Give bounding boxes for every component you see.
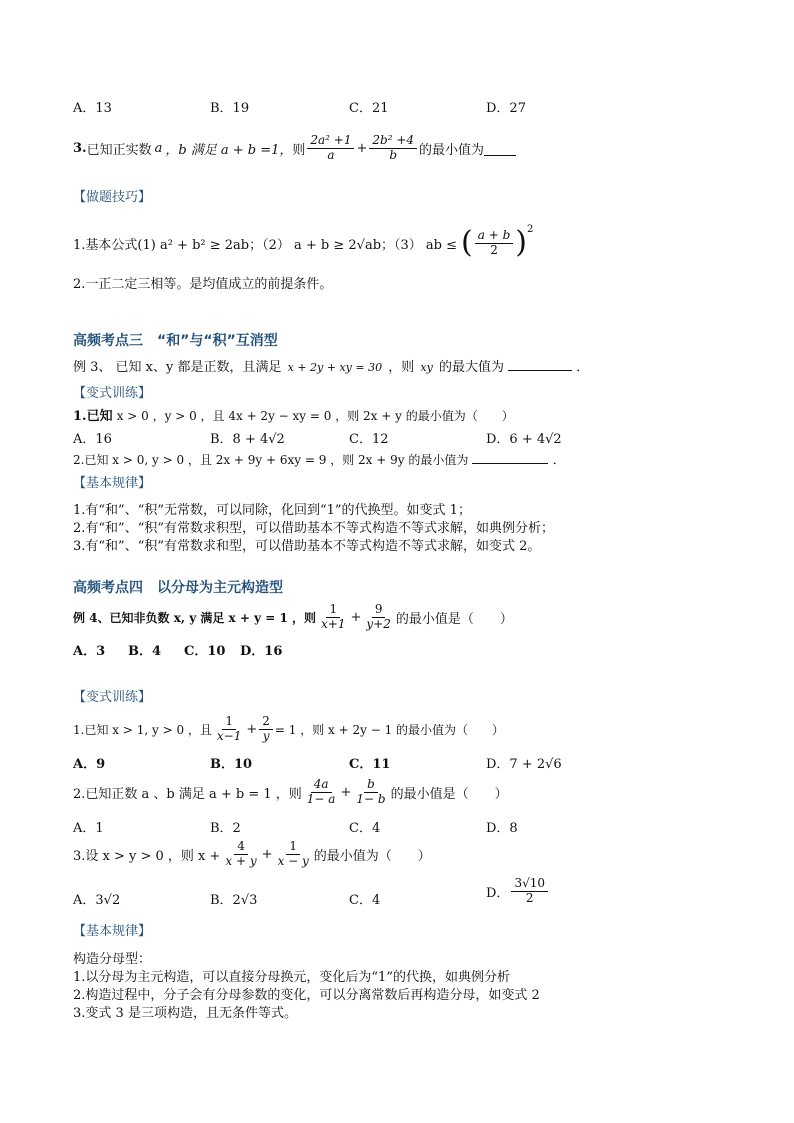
- s4-t2-option-d: D．8: [486, 821, 518, 836]
- s4-question-2: 2.已知正数 a 、b 满足 a + b = 1 ，则 $\frac{4a}{1- a}$ + $\frac{b}{1- b}$ 的最小值是（ ）: [73, 776, 508, 806]
- tip-line-1: [73, 222, 533, 264]
- right-paren: ): [515, 225, 527, 260]
- answer-blank[interactable]: [472, 451, 548, 464]
- s3-q1-lead: 1.已知: [73, 409, 113, 424]
- s4-t3-option-b: B．2√3: [210, 893, 258, 908]
- s4-t2-option-b: B．2: [210, 821, 241, 836]
- rule-title-3: 【基本规律】: [73, 476, 152, 491]
- option-a: A．13: [73, 101, 112, 116]
- s4-t3-option-c: C．4: [349, 893, 381, 908]
- ex3-equation: x + 2y + xy = 30: [287, 361, 383, 374]
- q3-post: 的最小值为: [419, 142, 485, 158]
- s3-q1-text: x > 0 ，y > 0 ，且 4x + 2y − xy = 0 ，则 2x + y 的最小值为（ ）: [116, 409, 514, 423]
- ex4-option-c: C．10: [184, 644, 226, 659]
- q3-text: 已知正实数: [86, 142, 152, 158]
- ex3-text-b: ，则: [388, 360, 415, 375]
- train-title-4: 【变式训练】: [73, 690, 152, 705]
- ex3-var: xy: [420, 361, 433, 374]
- section-3-title: 高频考点三 “和”与“积”互消型: [73, 333, 278, 349]
- rule-title-4: 【基本规律】: [73, 924, 152, 939]
- s3-question-2: [73, 449, 566, 468]
- s4-t1-option-b: B．10: [210, 757, 253, 772]
- s4-t3-fraction-2: $\frac{1}{x - y}$: [277, 838, 309, 868]
- s3-q1-option-a: A．16: [73, 432, 112, 447]
- ex3-text-c: 的最大值为: [438, 360, 504, 375]
- ex3-end: ．: [576, 360, 590, 375]
- s4-t1-option-d: D．7 + 2√6: [486, 757, 562, 772]
- q3-fraction-2: $\frac{\text{2b² +4}}{b}$: [369, 134, 417, 163]
- option-b: B．19: [210, 101, 250, 116]
- ex4-fraction-2: $\frac{9}{y+2}$: [366, 601, 391, 631]
- ex4-fraction-1: $\frac{1}{x+1}$: [321, 601, 346, 631]
- s3-rule-1: 1.有“和”、“积”无常数，可以同除，化回到“1”的代换型。如变式 1；: [73, 503, 471, 518]
- s4-t3-option-d-label: D．: [486, 885, 510, 901]
- s3-q2-text: 2.已知 x > 0, y > 0 ，且 2x + 9y + 6xy = 9 ，则 2x + 9y 的最小值为: [73, 453, 469, 467]
- s3-q1-option-b: B．8 + 4√2: [210, 432, 285, 447]
- s4-t3-text-b: 的最小值为（ ）: [313, 848, 431, 864]
- example-3: [73, 356, 589, 375]
- s4-question-3: 3.设 x > y > 0 ，则 x + $\frac{4}{x + y}$ + $\frac{1}{x - y}$ 的最小值为（ ）: [73, 838, 431, 868]
- s4-t2-fraction-2: $\frac{b}{1- b}$: [356, 776, 386, 806]
- s4-t3-option-d: [486, 877, 550, 906]
- tip-fraction: $\frac{a + b}{2}$: [475, 229, 514, 258]
- ex4-option-a: A．3: [73, 644, 106, 659]
- option-d: D．27: [486, 101, 526, 116]
- s3-question-1: [73, 405, 514, 424]
- s4-t3-fraction-1: $\frac{4}{x + y}$: [225, 838, 257, 868]
- q3-fraction-1: $\frac{\text{2a² +1}}{a}$: [307, 134, 354, 163]
- s4-rule-2: 2.构造过程中，分子会有分母参数的变化，可以分离常数后再构造分母，如变式 2: [73, 988, 540, 1003]
- tip-title: 【做题技巧】: [73, 190, 152, 205]
- answer-blank[interactable]: [484, 141, 516, 156]
- question-3: [73, 128, 516, 168]
- s4-t2-text-a: 2.已知正数 a 、b 满足 a + b = 1 ，则: [73, 786, 302, 802]
- s3-q1-option-c: C．12: [349, 432, 389, 447]
- s4-t1-fraction-1: $\frac{1}{x-1}$: [216, 713, 242, 743]
- s4-t1-text-b: = 1 ，则 x + 2y − 1 的最小值为（ ）: [274, 722, 505, 737]
- s4-t1-fraction-2: $\frac{2}{y}$: [259, 715, 273, 744]
- option-c: C．21: [349, 101, 389, 116]
- ex4-option-d: D．16: [240, 644, 283, 659]
- question-number: 3.: [73, 140, 87, 156]
- s4-t2-option-a: A．1: [73, 821, 104, 836]
- q3-text-b: ，b 满足: [165, 142, 217, 158]
- s4-t3-option-a: A．3√2: [73, 893, 121, 908]
- s4-t3-option-d-fraction: $\frac{3√10}{2}$: [511, 877, 548, 906]
- s4-rule-intro: 构造分母型：: [73, 952, 152, 967]
- ex3-text-a: 例 3、 已知 x、y 都是正数，且满足: [73, 360, 282, 375]
- s4-t2-fraction-1: $\frac{4a}{1- a}$: [306, 776, 336, 806]
- train-title-3: 【变式训练】: [73, 386, 152, 401]
- ex4-text-b: 的最小值是（ ）: [395, 611, 513, 627]
- s4-t1-option-a: A．9: [73, 757, 106, 772]
- s4-rule-1: 1.以分母为主元构造，可以直接分母换元，变化后为“1”的代换，如典例分析: [73, 970, 510, 985]
- tip-line-2: 2.一正二定三相等。是均值成立的前提条件。: [73, 277, 333, 292]
- section-4-title: 高频考点四 以分母为主元构造型: [73, 580, 283, 596]
- q3-condition: a + b =1，: [220, 142, 293, 158]
- s3-q2-end: ．: [552, 453, 566, 468]
- q3-var-a: a: [154, 140, 163, 156]
- ex4-text-a: 例 4、已知非负数 x, y 满足 x + y = 1 ，则: [73, 610, 317, 625]
- s3-q1-option-d: D．6 + 4√2: [486, 432, 562, 447]
- answer-blank[interactable]: [508, 358, 572, 371]
- s4-question-1: 1.已知 x > 1, y > 0 ，且 $\frac{1}{x-1}$ + $\frac{2}{y}$ = 1 ，则 x + 2y − 1 的最小值为（ ）: [73, 713, 505, 743]
- ex4-option-b: B．4: [128, 644, 162, 659]
- example-4: 例 4、已知非负数 x, y 满足 x + y = 1 ，则 $\frac{1}{x+1}$ + $\frac{9}{y+2}$ 的最小值是（ ）: [73, 601, 513, 631]
- s4-t3-text-a: 3.设 x > y > 0 ，则 x +: [73, 848, 221, 864]
- q3-then: 则: [292, 142, 306, 158]
- s3-rule-3: 3.有“和”、“积”有常数求和型，可以借助基本不等式构造不等式求解，如变式 2。: [73, 539, 541, 554]
- s4-rule-3: 3.变式 3 是三项构造，且无条件等式。: [73, 1006, 297, 1021]
- s3-rule-2: 2.有“和”、“积”有常数求积型，可以借助基本不等式构造不等式求解，如典例分析；: [73, 521, 554, 536]
- s4-t1-option-c: C．11: [349, 757, 391, 772]
- q3-plus: +: [356, 140, 368, 156]
- s4-t1-text-a: 1.已知 x > 1, y > 0 ，且: [73, 722, 212, 737]
- s4-t2-option-c: C．4: [349, 821, 381, 836]
- tip-formula-text: 1.基本公式(1) a² + b² ≥ 2ab；（2） a + b ≥ 2√ab；（3） ab ≤: [73, 237, 458, 253]
- left-paren: (: [461, 225, 473, 260]
- tip-exponent: 2: [527, 224, 534, 235]
- s4-t2-text-b: 的最小值是（ ）: [390, 786, 508, 802]
